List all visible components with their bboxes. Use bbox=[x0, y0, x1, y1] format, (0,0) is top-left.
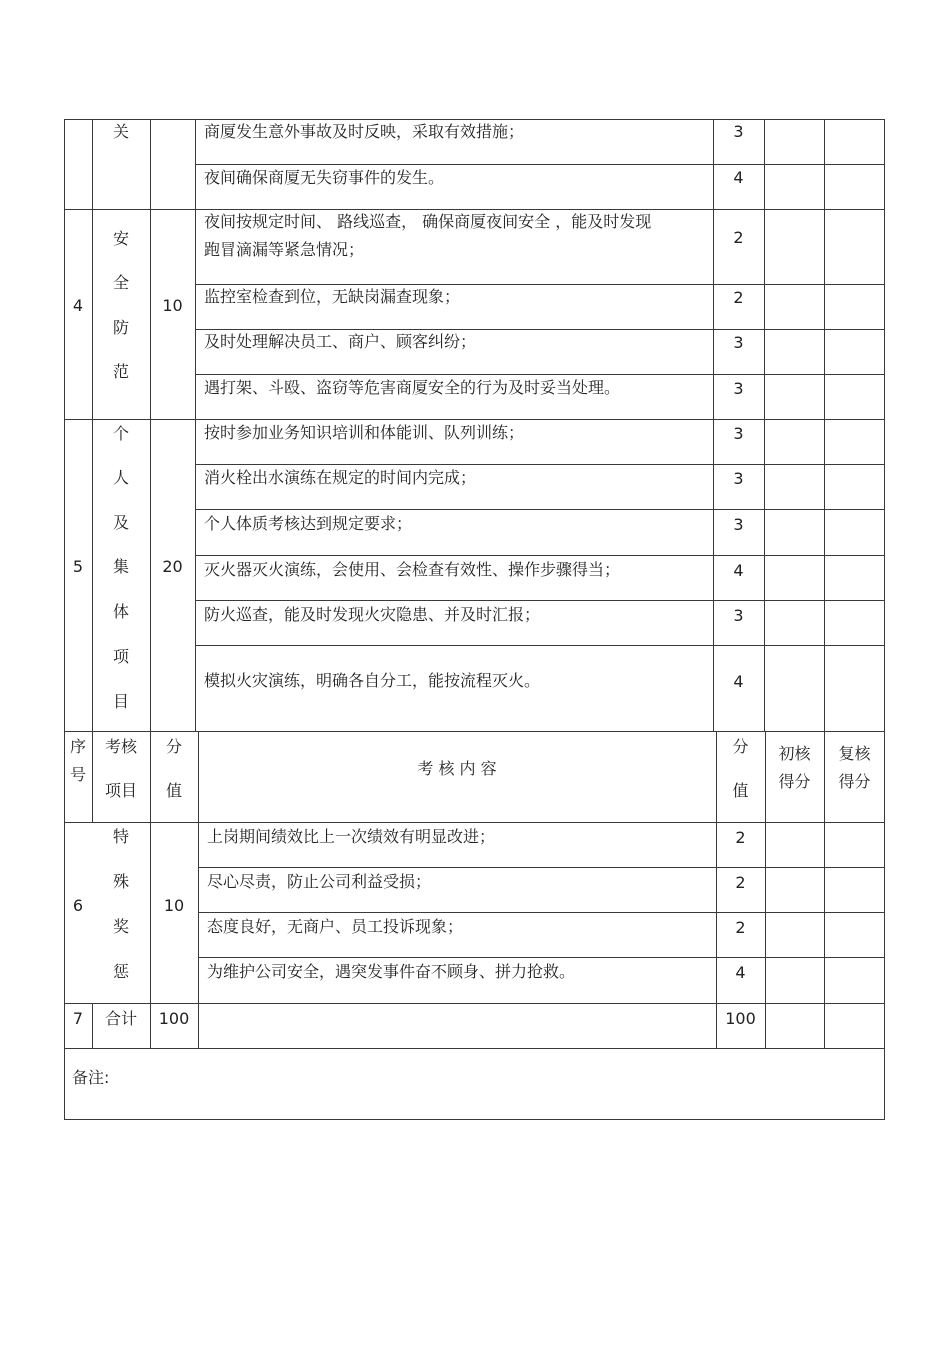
criterion-text: 商厦发生意外事故及时反映，采取有效措施； bbox=[204, 122, 525, 141]
row-seq: 7 bbox=[72, 1009, 84, 1028]
header-item-line: 项目 bbox=[104, 781, 137, 800]
criterion-text: 个人体质考核达到规定要求； bbox=[204, 514, 413, 533]
category-char: 个 bbox=[112, 424, 129, 443]
criterion-text: 消火栓出水演练在规定的时间内完成； bbox=[204, 468, 477, 487]
score-value: 100 bbox=[725, 1009, 756, 1028]
category-char: 及 bbox=[112, 513, 129, 532]
criterion-text: 为维护公司安全，遇突发事件奋不顾身、拼力抢救。 bbox=[207, 962, 576, 981]
category-char: 项 bbox=[112, 647, 129, 666]
score-value: 3 bbox=[733, 606, 744, 625]
score-value: 3 bbox=[733, 424, 744, 443]
score-value: 2 bbox=[733, 288, 744, 307]
criterion-text-line: 夜间按规定时间、 路线巡查， 确保商厦夜间安全 ，能及时发现 bbox=[204, 212, 652, 231]
score-value: 2 bbox=[735, 873, 746, 892]
header-value-line: 分 bbox=[165, 737, 182, 756]
category-char: 目 bbox=[112, 692, 129, 711]
category-char: 集 bbox=[112, 557, 129, 576]
criterion-text: 夜间确保商厦无失窃事件的发生。 bbox=[204, 168, 445, 187]
category-char: 奖 bbox=[112, 917, 129, 936]
header-value2-line: 分 bbox=[732, 737, 749, 756]
category-total: 20 bbox=[162, 557, 183, 576]
category-char: 关 bbox=[112, 122, 129, 141]
score-value: 4 bbox=[735, 963, 746, 982]
score-value: 4 bbox=[733, 672, 744, 691]
header-seq-line: 号 bbox=[69, 765, 86, 784]
header-review-line: 得分 bbox=[838, 772, 871, 791]
category-char: 安 bbox=[112, 229, 129, 248]
category-char: 防 bbox=[112, 318, 129, 337]
header-review-line: 复核 bbox=[838, 744, 871, 763]
criterion-text: 按时参加业务知识培训和体能训、队列训练； bbox=[204, 423, 525, 442]
header-item-line: 考核 bbox=[104, 737, 137, 756]
criterion-text-line: 跑冒滴漏等紧急情况； bbox=[204, 240, 365, 259]
header-value-line: 值 bbox=[165, 781, 182, 800]
score-value: 2 bbox=[735, 828, 746, 847]
category-char: 惩 bbox=[112, 962, 129, 981]
header-content: 考 核 内 容 bbox=[417, 759, 497, 778]
row-seq: 6 bbox=[72, 896, 84, 915]
header-seq-line: 序 bbox=[69, 737, 86, 756]
score-value: 3 bbox=[733, 379, 744, 398]
criterion-text: 及时处理解决员工、商户、顾客纠纷； bbox=[204, 332, 477, 351]
category-char: 特 bbox=[112, 827, 129, 846]
criterion-text: 防火巡查，能及时发现火灾隐患、并及时汇报； bbox=[204, 605, 541, 624]
criterion-text: 上岗期间绩效比上一次绩效有明显改进； bbox=[207, 827, 496, 846]
category-char: 殊 bbox=[112, 872, 129, 891]
total-label: 合计 bbox=[104, 1009, 137, 1028]
score-value: 4 bbox=[733, 168, 744, 187]
criterion-text: 尽心尽责，防止公司利益受损； bbox=[207, 872, 432, 891]
criterion-text: 监控室检查到位，无缺岗漏查现象； bbox=[204, 287, 461, 306]
criterion-text: 模拟火灾演练，明确各自分工，能按流程灭火。 bbox=[204, 671, 541, 690]
header-initial-line: 得分 bbox=[778, 772, 811, 791]
category-total: 10 bbox=[162, 296, 183, 315]
category-char: 人 bbox=[112, 468, 129, 487]
score-value: 2 bbox=[733, 228, 744, 247]
category-total: 10 bbox=[163, 896, 185, 915]
score-value: 3 bbox=[733, 122, 744, 141]
score-value: 3 bbox=[733, 515, 744, 534]
row-seq: 5 bbox=[72, 557, 84, 576]
remark-label: 备注: bbox=[72, 1068, 110, 1087]
category-char: 体 bbox=[112, 602, 129, 621]
category-char: 范 bbox=[112, 362, 129, 381]
score-value: 2 bbox=[735, 918, 746, 937]
score-value: 3 bbox=[733, 469, 744, 488]
score-value: 3 bbox=[733, 333, 744, 352]
category-char: 全 bbox=[112, 273, 129, 292]
criterion-text: 灭火器灭火演练，会使用、会检查有效性、操作步骤得当； bbox=[204, 560, 621, 579]
criterion-text: 态度良好，无商户、员工投诉现象； bbox=[207, 917, 464, 936]
header-value2-line: 值 bbox=[732, 781, 749, 800]
category-total: 100 bbox=[158, 1009, 190, 1028]
score-value: 4 bbox=[733, 561, 744, 580]
header-initial-line: 初核 bbox=[778, 744, 811, 763]
criterion-text: 遇打架、斗殴、盗窃等危害商厦安全的行为及时妥当处理。 bbox=[204, 378, 621, 397]
row-seq: 4 bbox=[72, 296, 84, 315]
